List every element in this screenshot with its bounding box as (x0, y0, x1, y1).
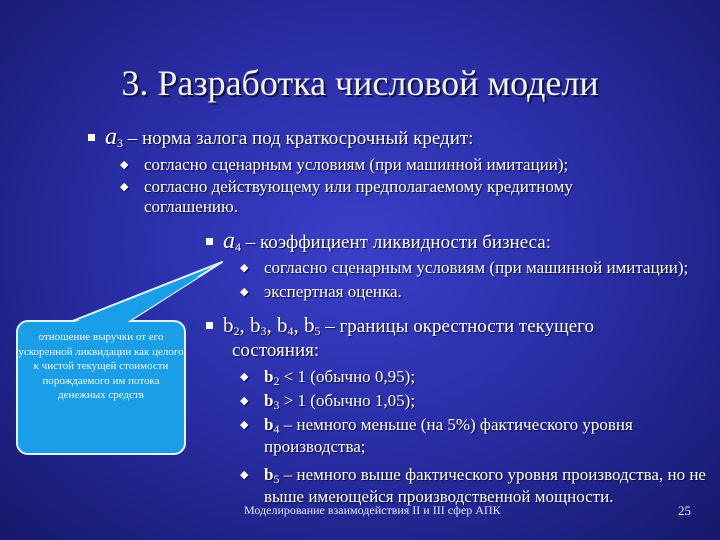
diamond-bullet-icon: ◆ (240, 469, 249, 481)
callout-text: отношение выручки от его ускоренной ликвидации как целого к чистой текущей стоимости порождаемого им потока денежных средств (18, 331, 184, 402)
a3-subscript: 3 (117, 136, 123, 150)
diamond-bullet-icon: ◆ (240, 371, 249, 383)
bullet-symbol: b (264, 465, 274, 484)
bullet-text: – немного выше фактического уровня производства, но не выше имеющейся производственной мощности. (264, 465, 706, 506)
slide-title: 3. Разработка числовой модели (121, 63, 599, 103)
bullet-text: < 1 (обычно 0,95); (279, 367, 416, 386)
b4-symbol: , b (266, 313, 288, 337)
bullet-subscript: 4 (273, 422, 280, 436)
b5-symbol: , b (293, 313, 315, 337)
diamond-bullet-icon: ◆ (120, 159, 129, 171)
b-text-line2: состояния: (232, 340, 320, 361)
bullet-symbol: b (264, 415, 274, 434)
a4-bullet-text: экспертная оценка. (264, 282, 402, 301)
diamond-bullet-icon: ◆ (120, 181, 129, 193)
diamond-bullet-icon: ◆ (240, 395, 249, 407)
b4-subscript: 4 (287, 324, 294, 338)
a4-subscript: 4 (235, 240, 241, 254)
diamond-bullet-icon: ◆ (240, 419, 249, 431)
a3-text: – норма залога под краткосрочный кредит: (123, 128, 474, 149)
a4-symbol: a (223, 228, 235, 254)
bullet-subscript: 3 (273, 398, 280, 412)
bullet-symbol: b (264, 367, 274, 386)
b3-symbol: , b (239, 313, 261, 337)
diamond-bullet-icon: ◆ (240, 262, 249, 274)
a3-symbol: a (105, 124, 117, 150)
footer-text: Моделирование взаимодействия II и III сфер АПК (244, 503, 501, 517)
b2-subscript: 2 (233, 324, 240, 338)
b3-subscript: 3 (260, 324, 267, 338)
bullet-subscript: 2 (273, 374, 280, 388)
b-text-line1: – границы окрестности текущего (320, 316, 594, 337)
bullet-text: > 1 (обычно 1,05); (279, 391, 416, 410)
b5-subscript: 5 (314, 324, 321, 338)
a4-bullet-text: согласно сценарным условиям (при машинной имитации); (264, 258, 689, 277)
bullet-symbol: b (264, 391, 274, 410)
b2-symbol: b (223, 313, 234, 337)
a4-text: – коэффициент ликвидности бизнеса: (241, 232, 551, 253)
a3-bullet-text: согласно сценарным условиям (при машинной имитации); (144, 155, 569, 174)
a3-bullet-text: согласно действующему или предполагаемому кредитному соглашению. (144, 177, 573, 216)
page-number: 25 (678, 503, 691, 518)
bullet-subscript: 5 (273, 472, 280, 486)
diamond-bullet-icon: ◆ (240, 286, 249, 298)
bullet-text: – немного меньше (на 5%) фактического уровня производства; (264, 415, 633, 456)
